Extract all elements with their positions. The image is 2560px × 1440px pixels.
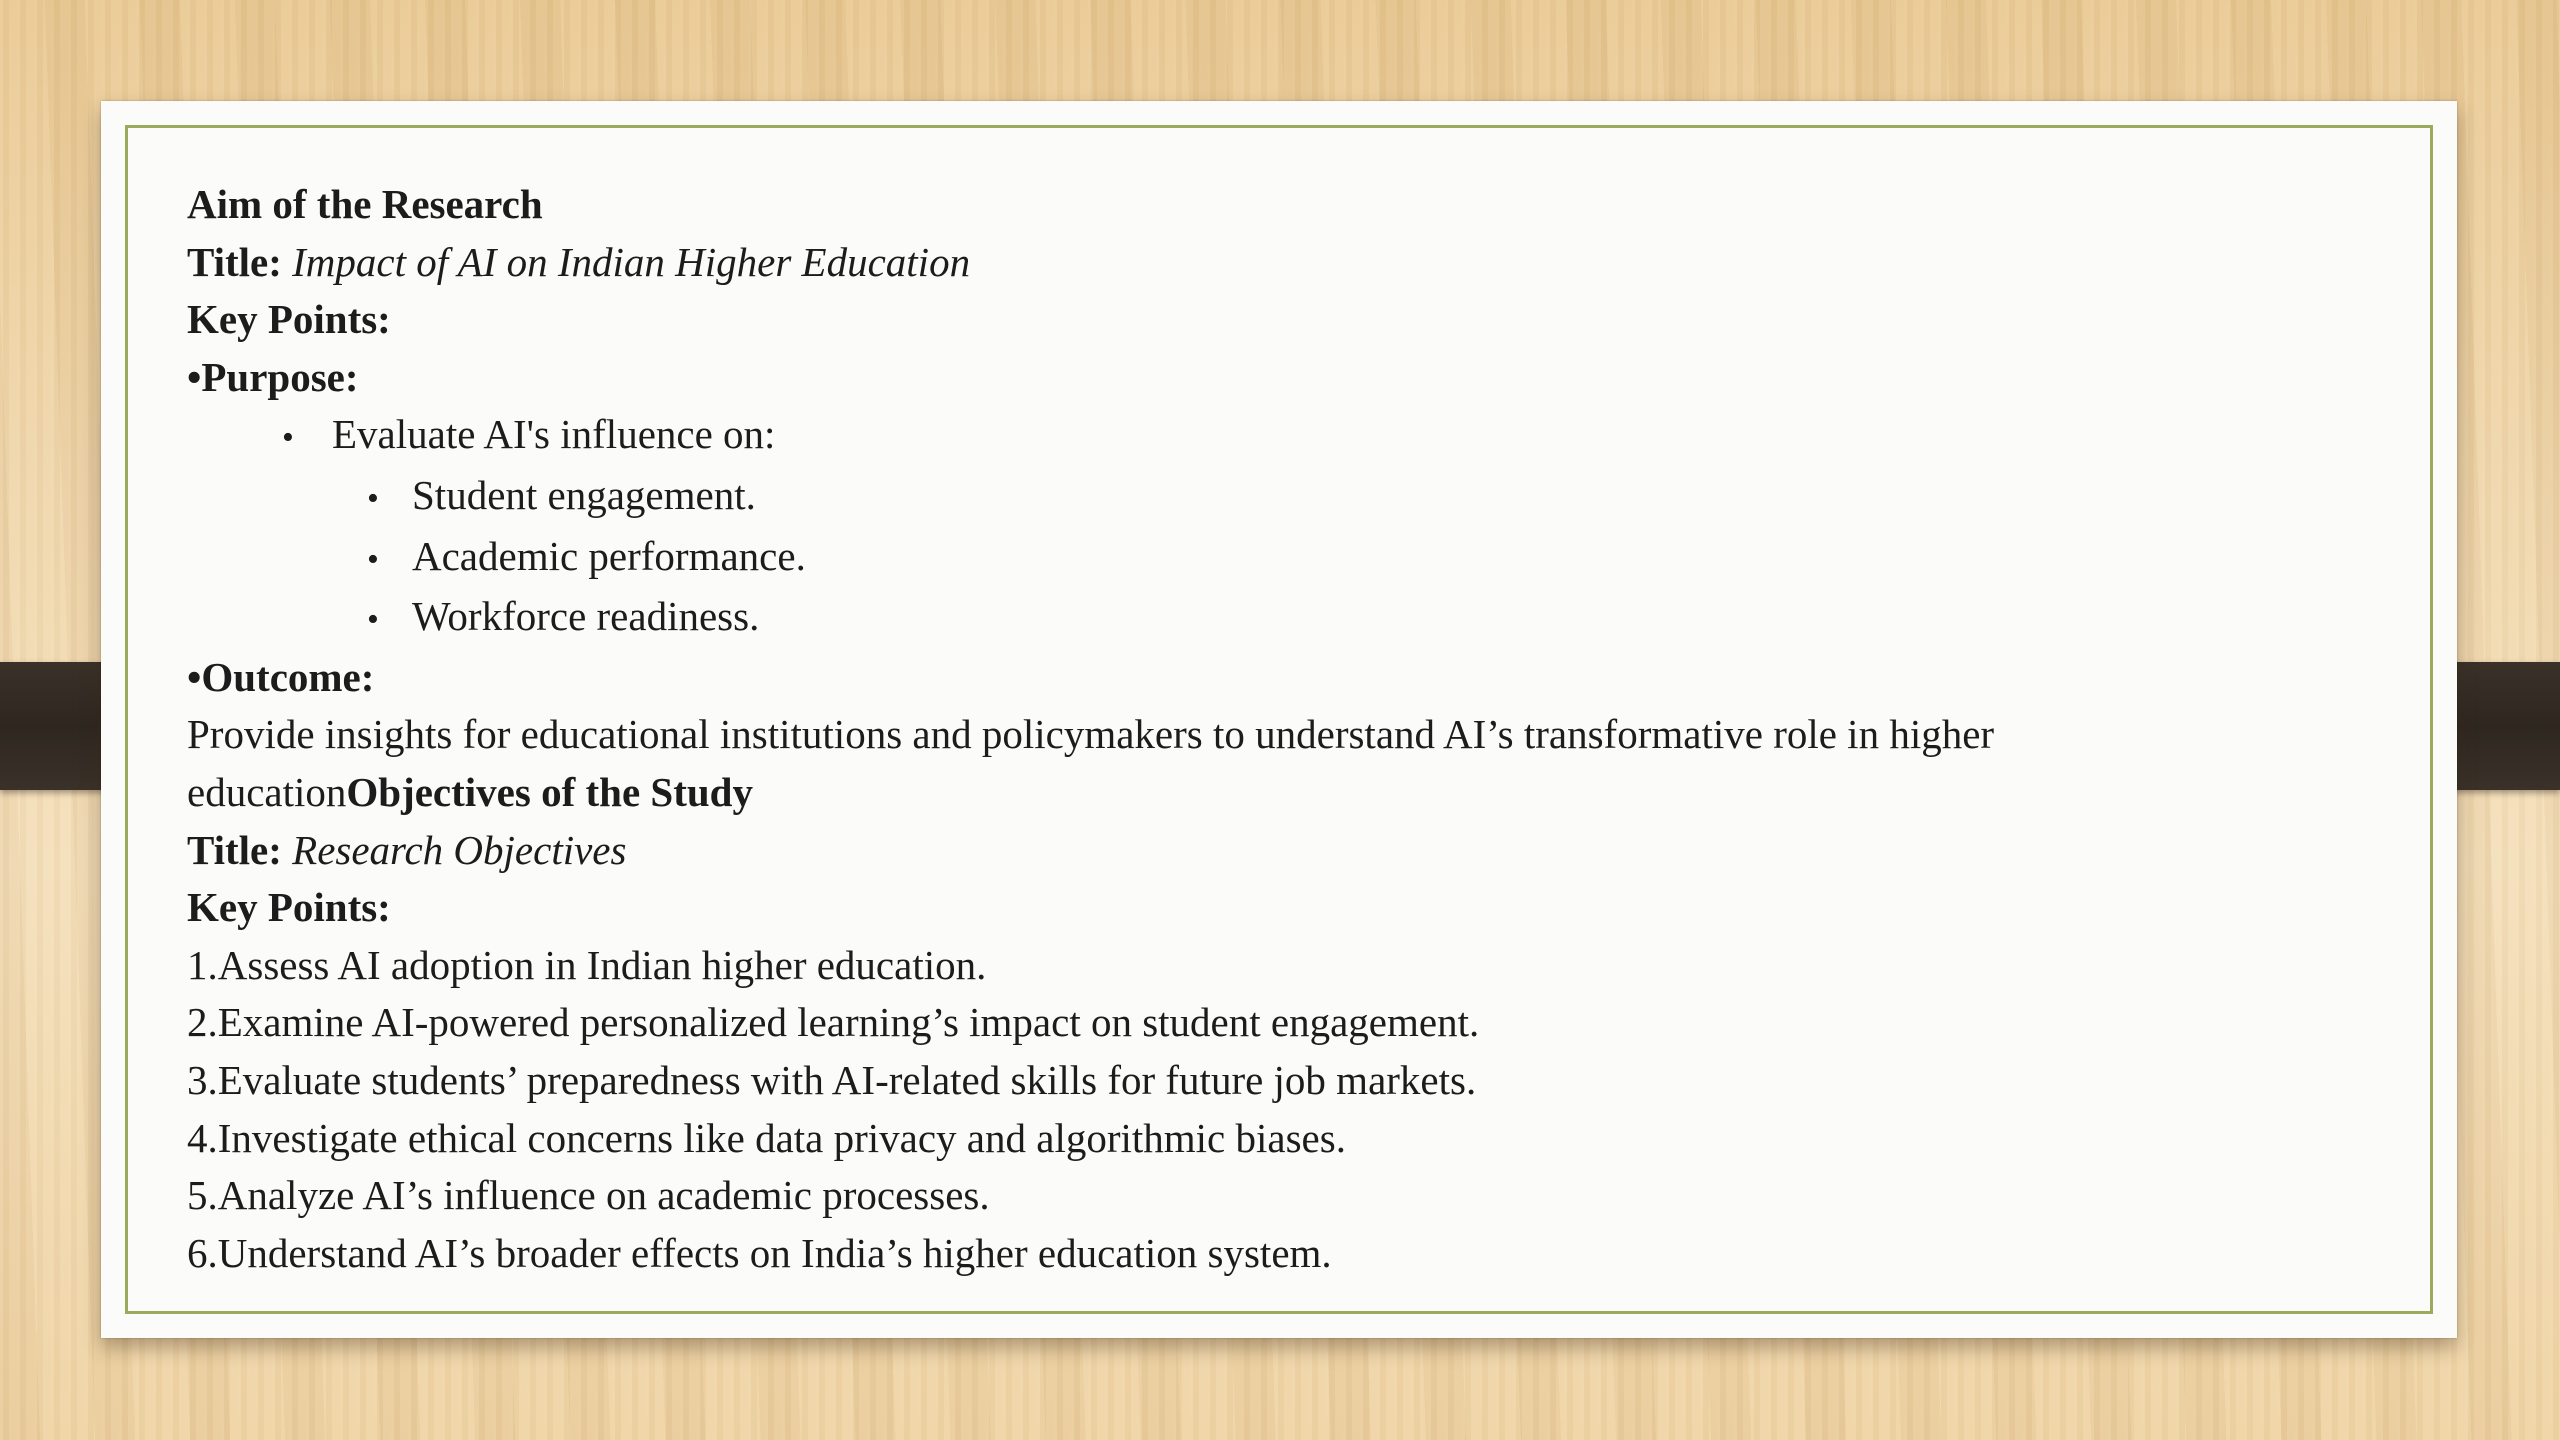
sub-item-academic-performance: [187, 528, 2387, 589]
objective-item-4: 4.Investigate ethical concerns like data privacy and algorithmic biases.: [187, 1114, 1346, 1161]
slide-content: [187, 176, 2387, 1282]
outcome-text-end: education: [187, 768, 347, 815]
objectives-title-value: Research Objectives: [292, 826, 627, 873]
objectives-key-points-label: Key Points:: [187, 884, 391, 931]
aim-title-line: [187, 234, 2387, 292]
bullet-icon: •: [367, 540, 379, 578]
sub-item-workforce-readiness: [187, 588, 2387, 649]
slide-card: [101, 101, 2457, 1338]
aim-heading: Aim of the Research: [187, 181, 543, 227]
purpose-item: [187, 406, 2387, 467]
aim-title-value: Impact of AI on Indian Higher Education: [292, 238, 971, 285]
objective-item-6: 6.Understand AI’s broader effects on India’s higher education system.: [187, 1229, 1332, 1276]
aim-title-label: Title:: [187, 238, 282, 285]
bullet-icon: •: [367, 601, 379, 639]
objective-item-1: 1.Assess AI adoption in Indian higher education.: [187, 941, 987, 988]
sub-item-text: Student engagement.: [412, 471, 756, 518]
objectives-title-line: [187, 822, 2387, 880]
bullet-icon: •: [282, 419, 294, 457]
bullet-icon: •: [367, 479, 379, 517]
purpose-label: •Purpose:: [187, 353, 359, 400]
purpose-item-text: Evaluate AI's influence on:: [332, 411, 776, 458]
objective-item-3: 3.Evaluate students’ preparedness with AI-related skills for future job markets.: [187, 1056, 1477, 1103]
objective-item-5: 5.Analyze AI’s influence on academic processes.: [187, 1172, 990, 1219]
sub-item-text: Workforce readiness.: [412, 593, 760, 640]
outcome-text-line-1: Provide insights for educational institutions and policymakers to understand AI’s transformative role in higher: [187, 711, 1995, 758]
aim-key-points-label: Key Points:: [187, 296, 391, 343]
objective-item-2: 2.Examine AI-powered personalized learning’s impact on student engagement.: [187, 999, 1480, 1046]
outcome-label: •Outcome:: [187, 653, 375, 700]
sub-item-text: Academic performance.: [412, 532, 806, 579]
objectives-heading: Objectives of the Study: [346, 768, 753, 815]
sub-item-student-engagement: [187, 467, 2387, 528]
objectives-title-label: Title:: [187, 826, 282, 873]
outcome-text-line-2: [187, 764, 2387, 822]
